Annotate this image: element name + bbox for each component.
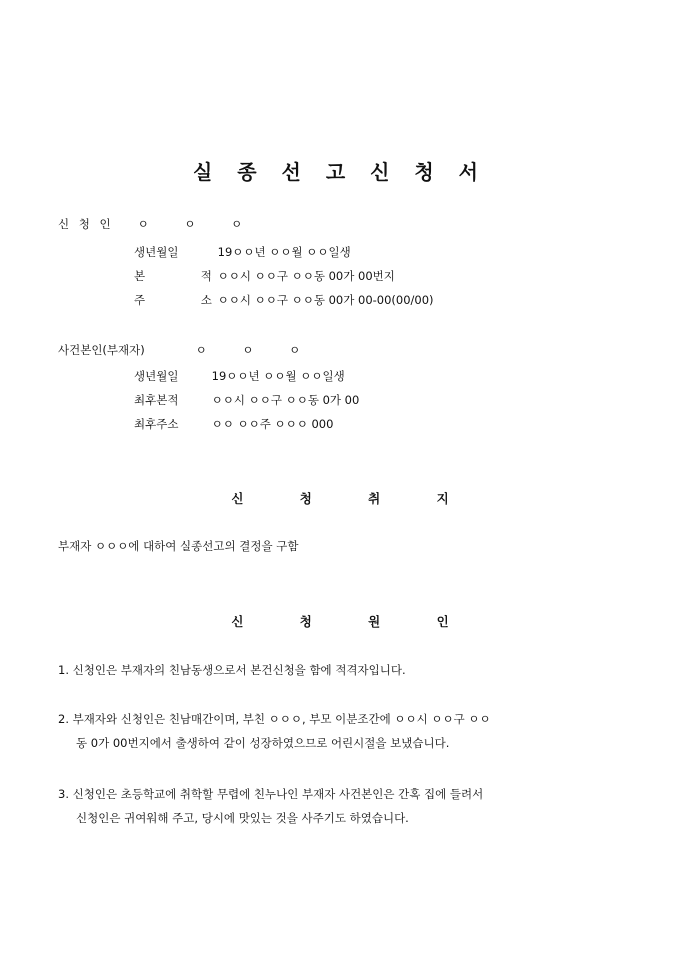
purpose-text: 부재자 ㅇㅇㅇ에 대하여 실종선고의 결정을 구함	[58, 539, 299, 553]
applicant-domicile-row	[134, 268, 395, 284]
cause-item-2	[58, 707, 624, 755]
applicant-domicile-value: ㅇㅇ시 ㅇㅇ구 ㅇㅇ동 00가 00번지	[217, 269, 395, 283]
applicant-birth-label: 생년월일	[134, 245, 179, 259]
absentee-last-address-label: 최후주소	[134, 417, 179, 431]
cause-item-1	[58, 658, 624, 682]
applicant-address-row	[134, 292, 434, 308]
absentee-last-domicile-label: 최후본적	[134, 393, 179, 407]
cause-heading: 신 청 원 인	[231, 614, 475, 629]
cause-text-line2: 동 0가 00번지에서 출생하여 같이 성장하였으므로 어린시절을 보냈습니다.	[76, 736, 450, 750]
cause-text: 신청인은 부재자의 친남동생으로서 본건신청을 함에 적격자입니다.	[72, 663, 406, 677]
cause-text-line2: 신청인은 귀여워해 주고, 당시에 맛있는 것을 사주기도 하였습니다.	[76, 811, 409, 825]
applicant-row	[58, 216, 258, 232]
absentee-last-domicile-value: ㅇㅇ시 ㅇㅇ구 ㅇㅇ동 0가 00	[211, 393, 360, 407]
applicant-address-value: ㅇㅇ시 ㅇㅇ구 ㅇㅇ동 00가 00-00(00/00)	[217, 293, 434, 307]
applicant-name: ㅇ ㅇ ㅇ	[137, 217, 259, 231]
absentee-row	[58, 342, 316, 358]
cause-number: 2.	[58, 712, 69, 726]
applicant-label: 신 청 인	[58, 217, 114, 231]
applicant-address-label: 주 소	[134, 293, 238, 307]
absentee-name: ㅇ ㅇ ㅇ	[195, 343, 317, 357]
purpose-heading: 신 청 취 지	[231, 491, 475, 506]
absentee-last-address-row	[134, 416, 333, 432]
applicant-birth-row	[134, 244, 351, 260]
absentee-birth-label: 생년월일	[134, 369, 179, 383]
applicant-domicile-label: 본 적	[134, 269, 238, 283]
document-title: 실 종 선 고 신 청 서	[192, 160, 488, 184]
cause-text-line1: 부재자와 신청인은 친남매간이며, 부친 ㅇㅇㅇ, 부모 이분조간에 ㅇㅇ시 ㅇㅇ구 ㅇㅇ	[72, 712, 491, 726]
absentee-last-domicile-row	[134, 392, 359, 408]
cause-number: 1.	[58, 663, 69, 677]
absentee-label: 사건본인(부재자)	[58, 343, 145, 357]
applicant-birth-value: 19ㅇㅇ년 ㅇㅇ월 ㅇㅇ일생	[217, 245, 351, 259]
cause-item-3	[58, 782, 624, 830]
absentee-birth-value: 19ㅇㅇ년 ㅇㅇ월 ㅇㅇ일생	[211, 369, 345, 383]
cause-number: 3.	[58, 787, 69, 801]
absentee-last-address-value: ㅇㅇ ㅇㅇ주 ㅇㅇㅇ 000	[211, 417, 334, 431]
absentee-birth-row	[134, 368, 345, 384]
cause-text-line1: 신청인은 초등학교에 취학할 무렵에 친누나인 부재자 사건본인은 간혹 집에 들려서	[72, 787, 484, 801]
